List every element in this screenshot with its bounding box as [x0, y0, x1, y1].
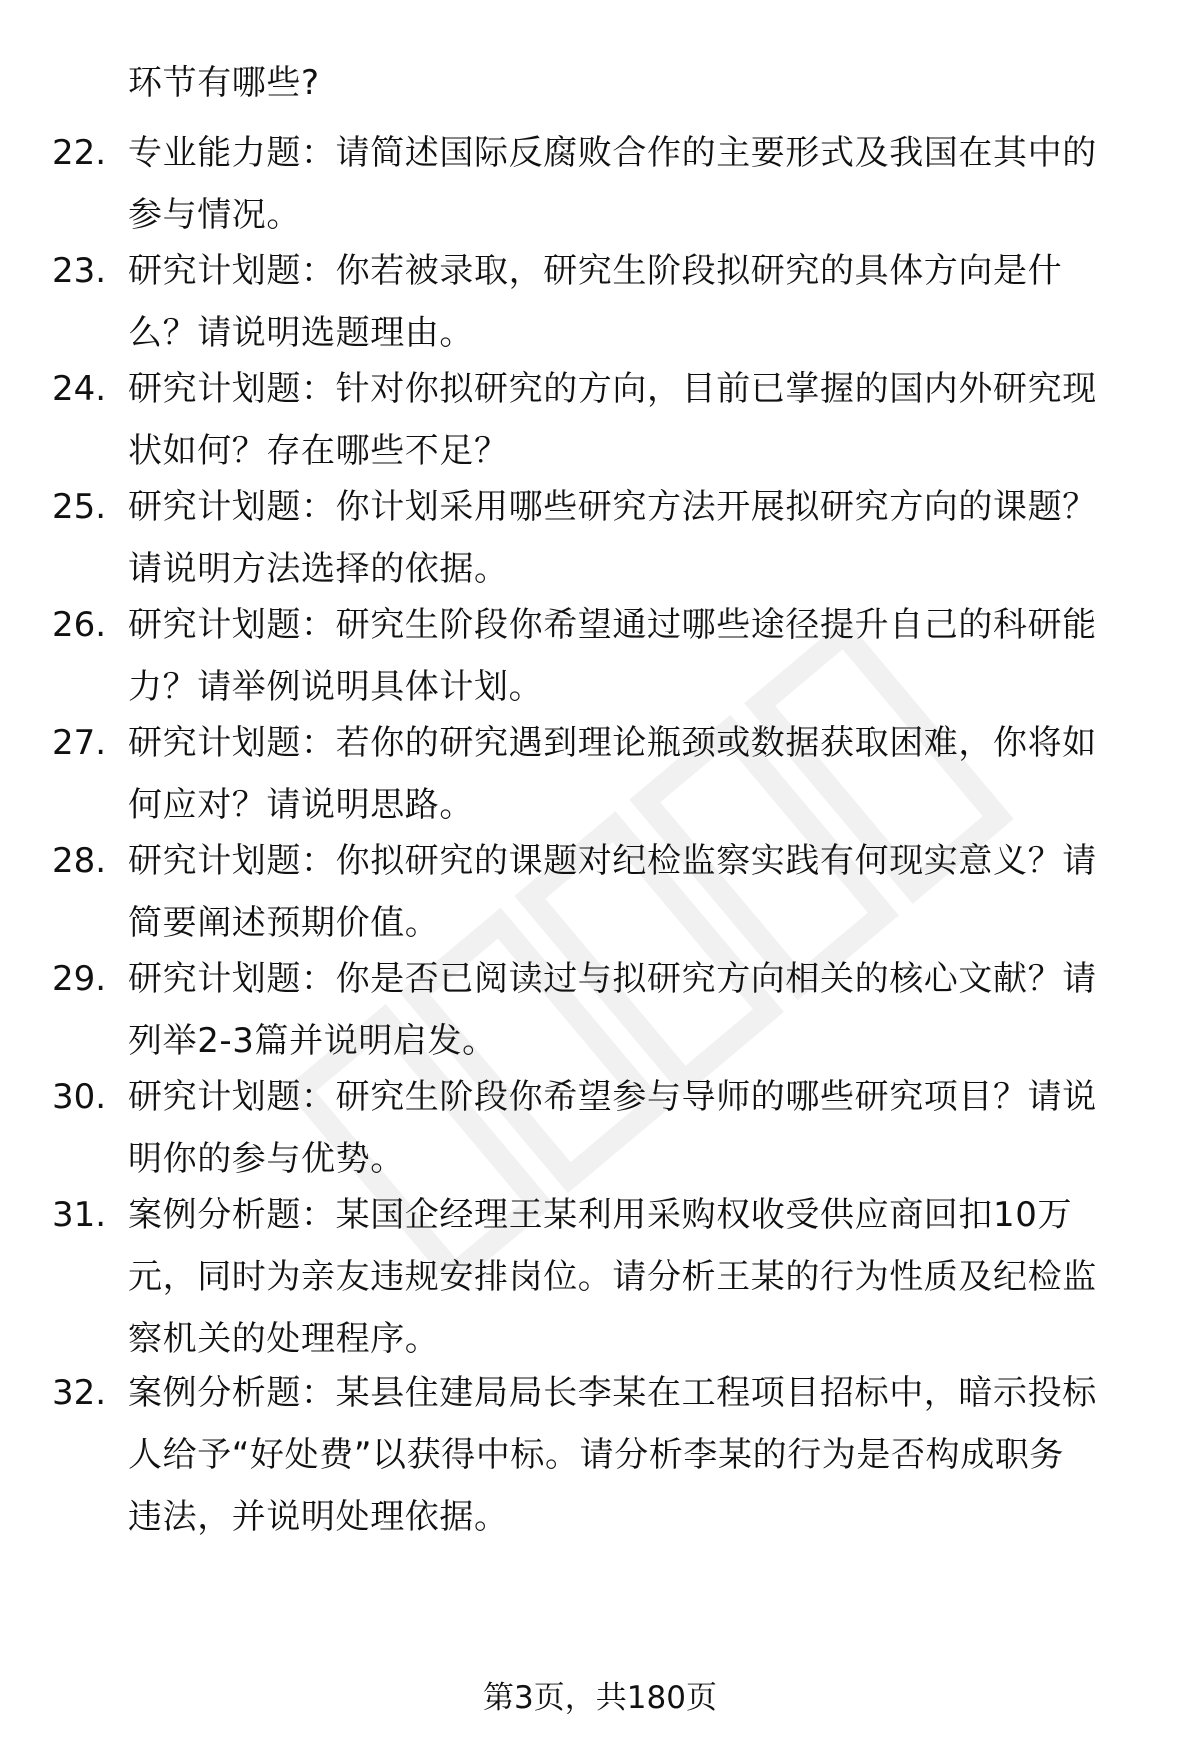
question-text-line: 研究计划题：研究生阶段你希望参与导师的哪些研究项目？请说	[128, 1077, 1097, 1117]
question-number: 22.	[52, 133, 107, 173]
question-number: 28.	[52, 841, 107, 881]
question-text-line: 何应对？请说明思路。	[128, 785, 474, 825]
page-number-footer: 第3页，共180页	[483, 1680, 717, 1716]
question-text-line: 参与情况。	[128, 195, 301, 235]
question-text-line: 研究计划题：针对你拟研究的方向，目前已掌握的国内外研究现	[128, 369, 1097, 409]
question-text-line: 简要阐述预期价值。	[128, 903, 440, 943]
question-text-line: 力？请举例说明具体计划。	[128, 667, 544, 707]
question-text-line: 研究计划题：你计划采用哪些研究方法开展拟研究方向的课题？	[128, 487, 1097, 527]
question-number: 23.	[52, 251, 107, 291]
question-text-line: 请说明方法选择的依据。	[128, 549, 509, 589]
question-text-line: 研究计划题：你拟研究的课题对纪检监察实践有何现实意义？请	[128, 841, 1097, 881]
question-number: 30.	[52, 1077, 107, 1117]
question-text-line: 案例分析题：某国企经理王某利用采购权收受供应商回扣10万	[128, 1195, 1073, 1235]
question-number: 29.	[52, 959, 107, 999]
question-text-line: 案例分析题：某县住建局局长李某在工程项目招标中，暗示投标	[128, 1373, 1097, 1413]
question-text-line: 人给予“好处费”以获得中标。请分析李某的行为是否构成职务	[128, 1435, 1065, 1475]
question-text-line: 么？请说明选题理由。	[128, 313, 474, 353]
question-text-line: 研究计划题：你是否已阅读过与拟研究方向相关的核心文献？请	[128, 959, 1097, 999]
question-number: 25.	[52, 487, 107, 527]
question-number: 27.	[52, 723, 107, 763]
question-text-line: 列举2-3篇并说明启发。	[128, 1021, 497, 1061]
question-number: 31.	[52, 1195, 107, 1235]
question-text-line: 研究计划题：若你的研究遇到理论瓶颈或数据获取困难，你将如	[128, 723, 1097, 763]
question-text-line: 研究计划题：你若被录取，研究生阶段拟研究的具体方向是什	[128, 251, 1063, 291]
question-text-line: 研究计划题：研究生阶段你希望通过哪些途径提升自己的科研能	[128, 605, 1097, 645]
question-number: 32.	[52, 1373, 107, 1413]
question-number: 26.	[52, 605, 107, 645]
question-text-line: 状如何？存在哪些不足？	[128, 431, 509, 471]
question-text-line: 违法，并说明处理依据。	[128, 1497, 509, 1537]
question-text-line: 环节有哪些?	[128, 63, 320, 103]
question-text-line: 察机关的处理程序。	[128, 1319, 440, 1359]
question-number: 24.	[52, 369, 107, 409]
question-text-line: 明你的参与优势。	[128, 1139, 405, 1179]
question-text-line: 元，同时为亲友违规安排岗位。请分析王某的行为性质及纪检监	[128, 1257, 1097, 1297]
question-text-line: 专业能力题：请简述国际反腐败合作的主要形式及我国在其中的	[128, 133, 1097, 173]
